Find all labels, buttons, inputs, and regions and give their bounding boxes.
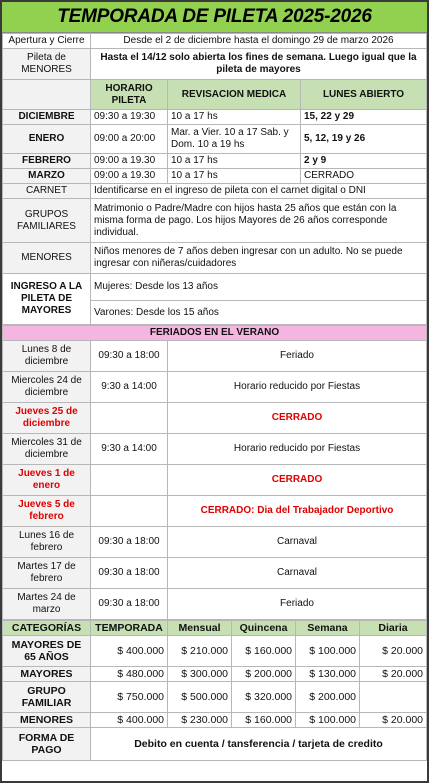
price-quincena: $ 320.000 (232, 682, 296, 713)
schedule-lunes: 15, 22 y 29 (301, 110, 427, 125)
schedule-horario: 09:30 a 19:30 (91, 110, 168, 125)
apertura-value: Desde el 2 de diciembre hasta el domingo 29 de marzo 2026 (91, 34, 427, 49)
page-title: TEMPORADA DE PILETA 2025-2026 (2, 2, 427, 33)
menores-pileta-value: Hasta el 14/12 solo abierta los fines de semana. Luego igual que la pileta de mayores (91, 49, 427, 80)
price-diaria: $ 20.000 (360, 713, 427, 728)
feriado-hours (91, 465, 168, 496)
grupos-value: Matrimonio o Padre/Madre con hijos hasta 25 años que están con la misma forma de pago. Los hijos Mayores de 26 años corresponde individual. (91, 199, 427, 243)
price-header: TEMPORADA (91, 621, 168, 636)
schedule-row (3, 169, 427, 184)
pago-label: FORMA DE PAGO (3, 728, 91, 761)
feriado-note: CERRADO (168, 465, 427, 496)
schedule-horario: 09:00 a 20:00 (91, 125, 168, 154)
price-header: Quincena (232, 621, 296, 636)
feriado-note: Horario reducido por Fiestas (168, 372, 427, 403)
schedule-lunes: 2 y 9 (301, 154, 427, 169)
feriado-hours: 09:30 a 18:00 (91, 558, 168, 589)
feriado-row (3, 589, 427, 620)
feriado-row (3, 403, 427, 434)
feriado-note: Feriado (168, 341, 427, 372)
price-diaria: $ 20.000 (360, 636, 427, 667)
apertura-row (3, 34, 427, 49)
schedule-header-lunes: LUNES ABIERTO (301, 80, 427, 110)
ingreso-label: INGRESO A LA PILETA DE MAYORES (3, 274, 91, 325)
price-header: Diaria (360, 621, 427, 636)
feriado-hours (91, 496, 168, 527)
schedule-revisacion: 10 a 17 hs (168, 169, 301, 184)
price-temporada: $ 750.000 (91, 682, 168, 713)
price-row (3, 667, 427, 682)
price-header: Mensual (168, 621, 232, 636)
schedule-lunes: CERRADO (301, 169, 427, 184)
feriado-hours: 9:30 a 14:00 (91, 434, 168, 465)
schedule-revisacion: Mar. a Vier. 10 a 17 Sab. y Dom. 10 a 19 hs (168, 125, 301, 154)
price-diaria: $ 20.000 (360, 667, 427, 682)
schedule-row (3, 154, 427, 169)
schedule-header-revisacion: REVISACION MEDICA (168, 80, 301, 110)
feriado-note: CERRADO (168, 403, 427, 434)
feriado-row (3, 527, 427, 558)
schedule-month: MARZO (3, 169, 91, 184)
prices-table (2, 620, 427, 761)
feriado-date: Jueves 1 de enero (3, 465, 91, 496)
feriado-date: Miercoles 31 de diciembre (3, 434, 91, 465)
schedule-horario: 09:00 a 19.30 (91, 154, 168, 169)
grupos-row (3, 199, 427, 243)
feriado-hours (91, 403, 168, 434)
feriado-date: Lunes 8 de diciembre (3, 341, 91, 372)
price-temporada: $ 480.000 (91, 667, 168, 682)
feriado-hours: 09:30 a 18:00 (91, 527, 168, 558)
schedule-month: ENERO (3, 125, 91, 154)
menores-pileta-label: Pileta de MENORES (3, 49, 91, 80)
feriados-header: FERIADOS EN EL VERANO (3, 326, 427, 341)
price-category: MAYORES DE 65 AÑOS (3, 636, 91, 667)
feriado-hours: 09:30 a 18:00 (91, 341, 168, 372)
schedule-row (3, 125, 427, 154)
price-header: Semana (296, 621, 360, 636)
price-temporada: $ 400.000 (91, 636, 168, 667)
schedule-lunes: 5, 12, 19 y 26 (301, 125, 427, 154)
feriado-row (3, 434, 427, 465)
price-temporada: $ 400.000 (91, 713, 168, 728)
price-mensual: $ 300.000 (168, 667, 232, 682)
price-diaria (360, 682, 427, 713)
menores-value: Niños menores de 7 años deben ingresar con un adulto. No se puede ingresar con niñeras/cuidadores (91, 243, 427, 274)
schedule-header-horario: HORARIO PILETA (91, 80, 168, 110)
price-semana: $ 100.000 (296, 713, 360, 728)
schedule-month: FEBRERO (3, 154, 91, 169)
feriado-date: Jueves 25 de diciembre (3, 403, 91, 434)
price-quincena: $ 200.000 (232, 667, 296, 682)
feriado-hours: 9:30 a 14:00 (91, 372, 168, 403)
feriado-row (3, 372, 427, 403)
ingreso-mujeres: Mujeres: Desde los 13 años (91, 274, 427, 301)
apertura-label: Apertura y Cierre (3, 34, 91, 49)
carnet-row (3, 184, 427, 199)
schedule-row (3, 110, 427, 125)
price-mensual: $ 500.000 (168, 682, 232, 713)
schedule-revisacion: 10 a 17 hs (168, 110, 301, 125)
grupos-label: GRUPOS FAMILIARES (3, 199, 91, 243)
feriado-note: Carnaval (168, 527, 427, 558)
pago-row (3, 728, 427, 761)
feriado-date: Martes 17 de febrero (3, 558, 91, 589)
price-mensual: $ 230.000 (168, 713, 232, 728)
schedule-revisacion: 10 a 17 hs (168, 154, 301, 169)
ingreso-varones: Varones: Desde los 15 años (91, 301, 427, 325)
carnet-value: Identificarse en el ingreso de pileta con el carnet digital o DNI (91, 184, 427, 199)
season-document (2, 2, 427, 781)
feriado-date: Lunes 16 de febrero (3, 527, 91, 558)
feriado-date: Miercoles 24 de diciembre (3, 372, 91, 403)
schedule-header-row (3, 80, 427, 110)
price-category: GRUPO FAMILIAR (3, 682, 91, 713)
price-quincena: $ 160.000 (232, 713, 296, 728)
carnet-label: CARNET (3, 184, 91, 199)
feriado-note: Horario reducido por Fiestas (168, 434, 427, 465)
price-semana: $ 100.000 (296, 636, 360, 667)
feriado-date: Martes 24 de marzo (3, 589, 91, 620)
price-quincena: $ 160.000 (232, 636, 296, 667)
price-header: CATEGORÍAS (3, 621, 91, 636)
menores-pileta-row (3, 49, 427, 80)
menores-row (3, 243, 427, 274)
feriado-row (3, 496, 427, 527)
price-category: MAYORES (3, 667, 91, 682)
feriado-note: Carnaval (168, 558, 427, 589)
price-category: MENORES (3, 713, 91, 728)
price-row (3, 636, 427, 667)
ingreso-row (3, 274, 427, 301)
feriado-row (3, 558, 427, 589)
feriado-row (3, 341, 427, 372)
feriado-date: Jueves 5 de febrero (3, 496, 91, 527)
feriado-note: Feriado (168, 589, 427, 620)
schedule-table (2, 33, 427, 325)
price-row (3, 682, 427, 713)
feriados-table (2, 325, 427, 620)
price-row (3, 713, 427, 728)
price-mensual: $ 210.000 (168, 636, 232, 667)
schedule-horario: 09:00 a 19.30 (91, 169, 168, 184)
pago-value: Debito en cuenta / tansferencia / tarjeta de credito (91, 728, 427, 761)
feriado-note: CERRADO: Dia del Trabajador Deportivo (168, 496, 427, 527)
price-semana: $ 200.000 (296, 682, 360, 713)
price-semana: $ 130.000 (296, 667, 360, 682)
menores-label: MENORES (3, 243, 91, 274)
feriado-hours: 09:30 a 18:00 (91, 589, 168, 620)
feriado-row (3, 465, 427, 496)
schedule-month: DICIEMBRE (3, 110, 91, 125)
